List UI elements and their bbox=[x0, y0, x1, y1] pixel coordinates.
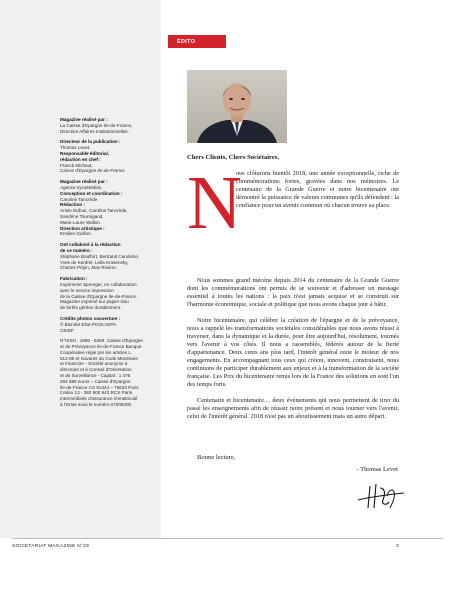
credits-line: Caroline Tancrède. bbox=[60, 196, 99, 202]
credits-line: Agence KyraMédias. bbox=[60, 184, 103, 190]
credits-block bbox=[60, 139, 158, 174]
credits-line: avec le service impression bbox=[60, 287, 114, 293]
credits-line: Emilien Guillon. bbox=[60, 231, 92, 237]
credits-column bbox=[60, 117, 158, 413]
credits-line: N°ISSN : 1966 - 5369. Caisse d'Epargne bbox=[60, 338, 143, 344]
credits-line: Caisse d'Epargne Ile-de-France bbox=[60, 168, 125, 174]
credits-heading: rédaction en chef : bbox=[60, 156, 101, 162]
credits-heading: Directeur de la publication : bbox=[60, 139, 121, 145]
credits-line: 294 680 euros – Caisse d'Epargne bbox=[60, 378, 131, 384]
credits-line: de forêts gérées durablement. bbox=[60, 305, 122, 311]
credits-heading: Magazine réalisé par : bbox=[60, 117, 108, 122]
credits-heading: Magazine réalisé par : bbox=[60, 179, 108, 185]
credits-heading: Conception et coordination : bbox=[60, 190, 123, 196]
first-paragraph bbox=[187, 161, 399, 274]
credits-line: à l'Orias sous le numéro 07005200. bbox=[60, 402, 133, 408]
credits-line: Thomas Levet. bbox=[60, 145, 91, 151]
credits-line: La Caisse d'Epargne Ile-de-France, bbox=[60, 122, 133, 128]
credits-line: Sandrine Tournigand, bbox=[60, 213, 104, 219]
credits-block bbox=[60, 242, 158, 271]
paragraph: Nous sommes grand mécène depuis 2014 du centenaire de la Grande Guerre dont les commémorations ont permis de se souvenir et d'adresser un message essentiel à toutes les nations : la paix n'est jamais acquise et se construit sur l'harmonie économique, sociale et politique que nous avons chaque jour à bâtir. bbox=[187, 277, 399, 308]
footer-magazine-name: SOCIÉTARIAT MAGAZINE N°29 bbox=[12, 544, 90, 549]
credits-line: Magazine imprimé sur papier issu bbox=[60, 299, 129, 305]
credits-line: 512-85 et suivants du Code Monétaire bbox=[60, 355, 138, 361]
credits-line: Cedex 13 - 382 900 942 RCS Paris. bbox=[60, 390, 134, 396]
credits-block bbox=[60, 117, 158, 134]
credits-line: Direction Affaires Institutionnelles. bbox=[60, 128, 129, 134]
credits-line: et Financier - Société anonyme à bbox=[60, 361, 128, 367]
letter-closing: Bonne lecture, bbox=[197, 454, 236, 461]
footer-divider bbox=[12, 538, 443, 539]
credits-heading: Crédits photos couverture : bbox=[60, 315, 121, 321]
credits-heading: Rédaction : bbox=[60, 202, 86, 208]
sidebar-credits bbox=[0, 0, 161, 538]
credits-line: Stéphane Bouffort, Bertrand Candelon, bbox=[60, 253, 140, 259]
signature-image bbox=[356, 478, 406, 512]
credits-line: Yves de Kerdrel, Leila Krasensky, bbox=[60, 259, 129, 265]
letter-body bbox=[187, 161, 399, 429]
credits-line: © Blondet Eliot-POOL/SIPA bbox=[60, 321, 117, 327]
letter-author: - Thomas Levet bbox=[356, 466, 398, 473]
credits-line: et de Prévoyance Ile-de-France Banque bbox=[60, 344, 142, 350]
credits-line: directoire et à Conseil d'Orientation bbox=[60, 367, 132, 373]
credits-block bbox=[60, 316, 158, 333]
credits-line: et de Surveillance - Capital : 1 476 bbox=[60, 373, 131, 379]
credits-line: CEIDF bbox=[60, 327, 74, 333]
credits-heading: de ce numéro : bbox=[60, 247, 93, 253]
credits-line: Intermédiaire d'assurance immatriculé bbox=[60, 396, 138, 402]
paragraph: Notre bicentenaire, qui célèbre la création de l'épargne et de la prévoyance, nous a rappelé les transformations sociétales considérables que nous avons réussi à traverser, dans la dynamique et la durée, pour être aujourd'hui, résolument, tournés vers l'avenir à vos côtés. Il nous a rassemblés, fédérés autour de la fierté d'appartenance. Deux cents ans plus tard, l'intérêt général reste le moteur de nos engagements. En accompagnant tous ceux qui créent, innovent, construisent, nous continuons de participer durablement aux enjeux et à la transformation de la société française. Les Prix du bicentenaire remis lors de la France des solutions en sont l'un des temps forts. bbox=[187, 317, 399, 388]
letter-salutation: Chers Clients, Chers Sociétaires, bbox=[187, 154, 279, 161]
paragraph: Centenaire et bicentenaire… deux événements qui nous permettent de tirer du passé les enseignements afin de réussir notre présent et nous tourner vers l'avenir, celui de l'intérêt général. 2018 n'est pas un aboutissement mais un autre départ. bbox=[187, 397, 399, 420]
credits-line: Coopérative régie par les articles L. bbox=[60, 349, 133, 355]
credits-line: Ariele Dufour, Caroline Tancrède, bbox=[60, 208, 128, 214]
credits-heading: Responsable éditorial, bbox=[60, 150, 110, 156]
credits-block bbox=[60, 338, 158, 408]
credits-line: Imprimerie Sprenger, en collaboration bbox=[60, 281, 137, 287]
first-paragraph-text: ous clôturons bientôt 2018, une année exceptionnelle, riche de commémorations fortes, gravées dans nos mémoires. Le centenaire de la Grande Guerre et notre bicentenaire ont démontré la puissance de valeurs communes qu'ils défendent : la confiance pour un avenir commun où chacun trouve sa place. bbox=[236, 170, 399, 209]
credits-block bbox=[60, 179, 158, 237]
credits-heading: Ont collaboré à la rédaction bbox=[60, 242, 121, 248]
section-tab-edito: ÉDITO bbox=[168, 35, 226, 48]
credits-heading: Direction artistique : bbox=[60, 225, 105, 231]
page-number: 3 bbox=[396, 544, 399, 549]
credits-line: Charles Pépin, Max Rivière. bbox=[60, 265, 117, 271]
credits-line: Franck Michaut, bbox=[60, 162, 93, 168]
credits-line: de la Caisse d'Epargne Ile-de-France. bbox=[60, 293, 138, 299]
author-portrait bbox=[187, 70, 287, 143]
drop-cap: N bbox=[187, 161, 242, 245]
credits-line: Marie-Laure Wallon. bbox=[60, 219, 102, 225]
portrait-photo bbox=[187, 70, 287, 143]
credits-block bbox=[60, 276, 158, 311]
credits-line: Ile-de-France CS 91344 – 75633 Paris bbox=[60, 384, 139, 390]
credits-heading: Fabrication : bbox=[60, 276, 88, 282]
